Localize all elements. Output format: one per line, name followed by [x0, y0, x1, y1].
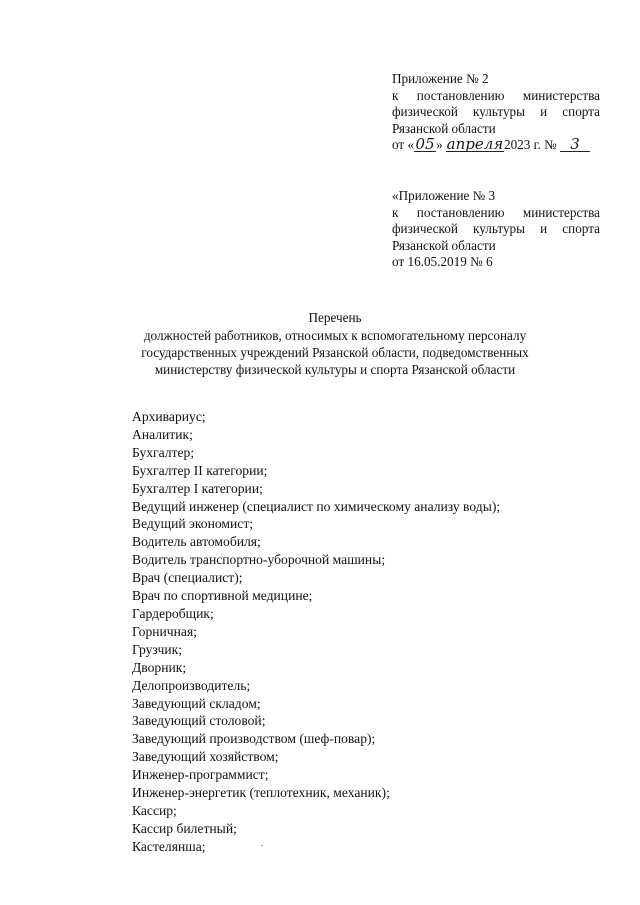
appendix-2-line-2: физической культуры и спорта	[392, 104, 600, 119]
position-item: Ведущий экономист;	[132, 516, 254, 532]
appendix-3-header	[392, 188, 600, 271]
date-mid: »	[436, 137, 443, 152]
subtitle-line-3: министерству физической культуры и спорта Рязанской области	[154, 362, 516, 377]
position-item: Врач по спортивной медицине;	[132, 588, 313, 604]
appendix-3-line-2: физической культуры и спорта	[392, 221, 600, 236]
position-item: Инженер-программист;	[132, 767, 269, 783]
appendix-2-heading: Приложение № 2	[392, 71, 489, 86]
position-item: Бухгалтер;	[132, 444, 195, 460]
appendix-2-header	[392, 71, 600, 154]
document-number-handwritten: 3	[560, 137, 590, 152]
position-item: Грузчик;	[132, 641, 183, 657]
date-year: 2023 г. №	[503, 137, 557, 152]
appendix-2-line-1: к постановлению министерства	[392, 87, 600, 103]
date-prefix: от «	[392, 137, 415, 152]
scan-speck	[261, 845, 263, 846]
position-item: Инженер-энергетик (теплотехник, механик);	[132, 785, 390, 801]
date-month-handwritten: апреля	[446, 135, 504, 153]
appendix-2-date-line	[392, 137, 600, 154]
position-item: Архивариус;	[132, 409, 206, 424]
appendix-3-line-1: к постановлению министерства	[392, 204, 600, 220]
positions-list	[132, 408, 500, 856]
document-title: Перечень	[308, 310, 362, 325]
appendix-3-date-line: от 16.05.2019 № 6	[392, 254, 493, 269]
position-item: Заведующий столовой;	[132, 713, 266, 729]
position-item: Врач (специалист);	[132, 570, 243, 586]
position-item: Бухгалтер II категории;	[132, 462, 268, 478]
subtitle-line-1: должностей работников, относимых к вспомогательному персоналу	[143, 328, 527, 343]
position-item: Гардеробщик;	[132, 605, 214, 621]
subtitle-line-2: государственных учреждений Рязанской области, подведомственных	[141, 345, 529, 360]
footer-scan-mark	[512, 898, 604, 905]
position-item: Кассир билетный;	[132, 820, 237, 836]
position-item: Заведующий производством (шеф-повар);	[132, 731, 376, 747]
position-item: Аналитик;	[132, 426, 193, 442]
position-item: Водитель автомобиля;	[132, 534, 261, 550]
position-item: Горничная;	[132, 623, 197, 639]
document-subtitle	[120, 327, 550, 378]
appendix-3-line-3: Рязанской области	[392, 237, 496, 253]
date-day-handwritten: 05	[415, 135, 435, 153]
position-item: Кассир;	[132, 802, 177, 818]
position-item: Заведующий складом;	[132, 695, 261, 711]
position-item: Заведующий хозяйством;	[132, 749, 279, 765]
position-item: Кастелянша;	[132, 838, 206, 854]
position-item: Бухгалтер I категории;	[132, 480, 263, 496]
position-item: Водитель транспортно-уборочной машины;	[132, 552, 386, 568]
position-item: Ведущий инженер (специалист по химическому анализу воды);	[132, 498, 501, 514]
position-item: Дворник;	[132, 659, 187, 675]
position-item: Делопроизводитель;	[132, 677, 251, 693]
appendix-2-line-3: Рязанской области	[392, 120, 496, 136]
appendix-3-heading: «Приложение № 3	[392, 188, 496, 203]
